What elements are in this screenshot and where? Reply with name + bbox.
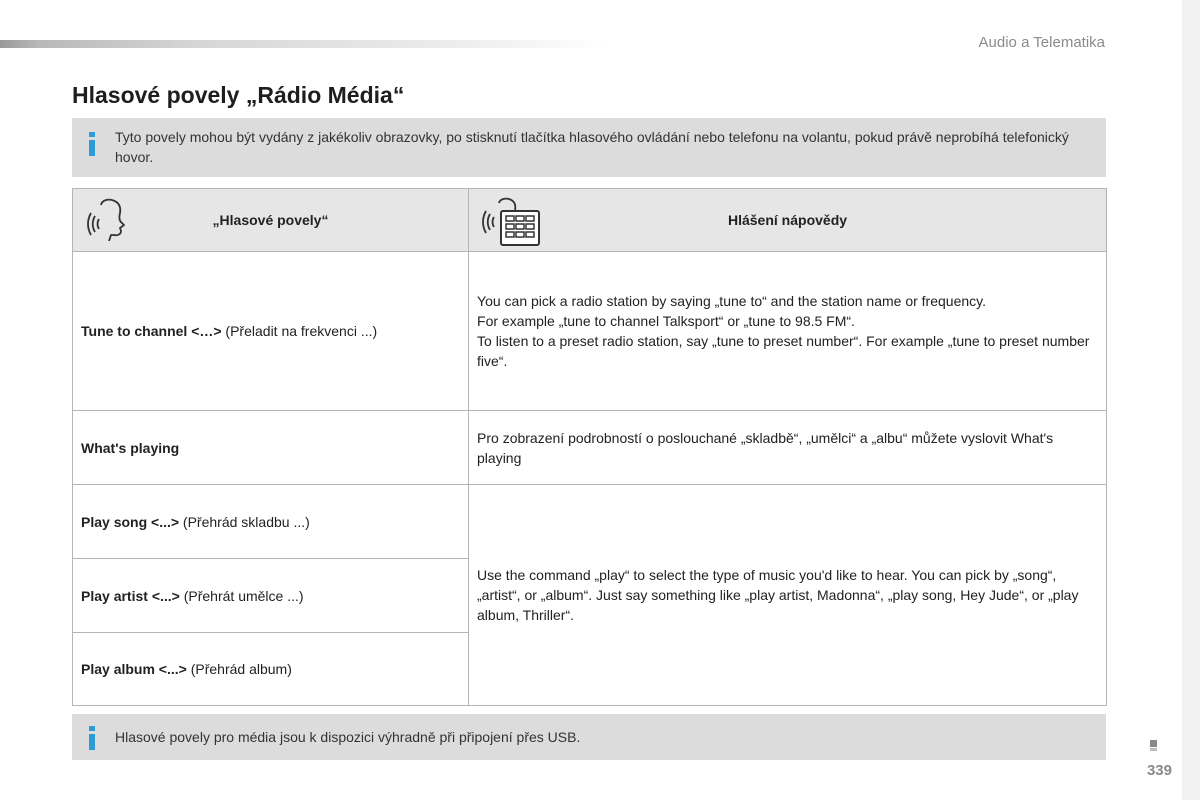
header-label-help: Hlášení nápovědy bbox=[727, 212, 848, 228]
info-text-bottom: Hlasové povely pro média jsou k dispozici výhradně při připojení přes USB. bbox=[115, 729, 581, 745]
help-line: Pro zobrazení podrobností o poslouchané „skladbě“, „umělci“ a „albu“ můžete vyslovit What's playing bbox=[477, 429, 1054, 466]
info-text-top: Tyto povely mohou být vydány z jakékoliv obrazovky, po stisknutí tlačítka hlasového ovládání nebo telefonu na volantu, pokud právě neprobíhá telefonický hovor. bbox=[115, 129, 1069, 165]
info-icon bbox=[88, 132, 96, 156]
help-cell bbox=[469, 411, 1107, 485]
header-label-commands: „Hlasové povely“ bbox=[212, 212, 329, 228]
command-translation: (Přehrád skladbu ...) bbox=[179, 513, 310, 530]
table-row bbox=[73, 485, 1107, 559]
command-translation: (Přeladit na frekvenci ...) bbox=[221, 323, 378, 339]
help-line: To listen to a preset radio station, say „tune to preset number“. For example „tune to preset number five“. bbox=[477, 333, 1090, 369]
voice-command-icon bbox=[81, 197, 133, 241]
table-row bbox=[73, 411, 1107, 485]
command-cell bbox=[73, 485, 469, 559]
command-cell bbox=[73, 633, 469, 706]
command-name: Tune to channel <…> bbox=[81, 323, 222, 339]
top-gradient-bar bbox=[0, 40, 610, 48]
help-line: You can pick a radio station by saying „tune to“ and the station name or frequency. bbox=[477, 293, 986, 309]
voice-commands-table bbox=[72, 188, 1107, 706]
command-translation: (Přehrád album) bbox=[186, 661, 292, 677]
help-line: Use the command „play“ to select the type of music you'd like to hear. You can pick by „song“, „artist“, or „album“. Just say something like „play artist, Madonna“, „play song, Hey Jude“, or „play album, Thriller“. bbox=[477, 567, 1079, 623]
section-label: Audio a Telematika bbox=[978, 34, 1105, 51]
help-cell bbox=[469, 485, 1107, 706]
page-marker-shadow bbox=[1150, 748, 1157, 751]
table-row bbox=[73, 252, 1107, 411]
command-name: Play artist <...> bbox=[81, 587, 180, 604]
info-icon bbox=[88, 726, 96, 750]
page-edge-strip bbox=[1182, 0, 1200, 800]
info-box-bottom bbox=[72, 714, 1106, 760]
info-box-top bbox=[72, 118, 1106, 177]
help-line: For example „tune to channel Talksport“ or „tune to 98.5 FM“. bbox=[477, 313, 855, 329]
header-cell-commands bbox=[73, 189, 469, 252]
command-translation: (Přehrát umělce ...) bbox=[179, 587, 304, 604]
page-marker-square bbox=[1150, 740, 1157, 747]
command-name: What's playing bbox=[81, 439, 180, 456]
command-name: Play album <...> bbox=[81, 661, 187, 677]
command-cell bbox=[73, 411, 469, 485]
page-title: Hlasové povely „Rádio Média“ bbox=[72, 82, 405, 108]
table-header-row bbox=[73, 189, 1107, 252]
header-cell-help bbox=[469, 189, 1107, 252]
page-number: 339 bbox=[1146, 762, 1172, 779]
help-cell bbox=[469, 252, 1107, 411]
voice-help-keypad-icon bbox=[477, 197, 541, 247]
command-cell bbox=[73, 559, 469, 633]
command-name: Play song <...> bbox=[81, 513, 180, 530]
command-cell bbox=[73, 252, 469, 411]
